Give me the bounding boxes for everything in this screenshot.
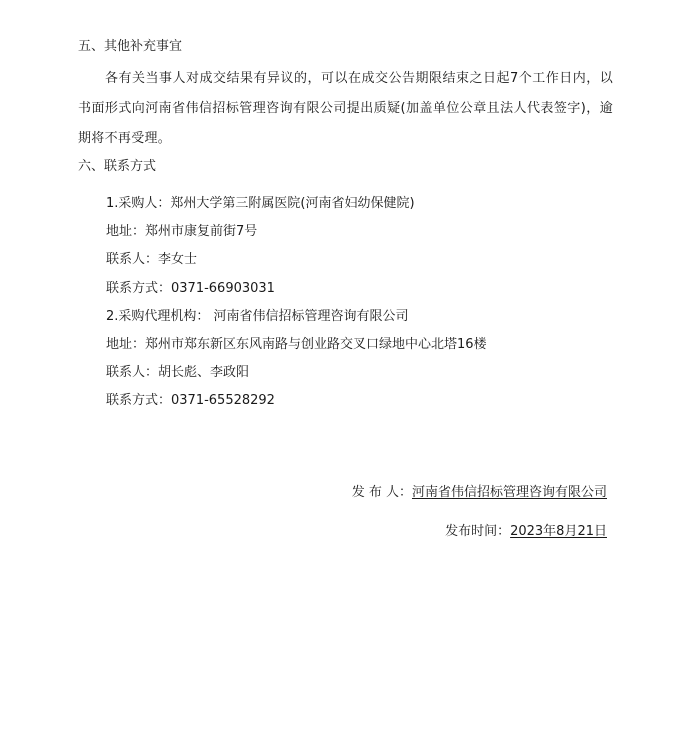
buyer-title: 1.采购人：郑州大学第三附属医院(河南省妇幼保健院) <box>106 196 415 211</box>
publish-date-label: 发布时间： <box>445 524 511 539</box>
publish-date-line <box>445 523 607 541</box>
buyer-phone: 联系方式：0371-66903031 <box>106 281 275 296</box>
section-5-paragraph: 各有关当事人对成交结果有异议的，可以在成交公告期限结束之日起7个工作日内，以书面形式向河南省伟信招标管理咨询有限公司提出质疑(加盖单位公章且法人代表签字)，逾期将不再受理。 <box>78 71 613 146</box>
agency-address: 地址：郑州市郑东新区东风南路与创业路交叉口绿地中心北塔16楼 <box>106 337 487 352</box>
agency-phone: 联系方式：0371-65528292 <box>106 393 275 408</box>
publisher-name: 河南省伟信招标管理咨询有限公司 <box>411 485 607 500</box>
publisher-line <box>352 484 607 502</box>
publish-date-value: 2023年8月21日 <box>510 524 607 539</box>
agency-title: 2.采购代理机构： 河南省伟信招标管理咨询有限公司 <box>106 309 409 324</box>
publisher-label: 发 布 人： <box>351 485 412 500</box>
section-5-heading: 五、其他补充事宜 <box>78 39 183 54</box>
section-6-heading: 六、联系方式 <box>78 159 157 174</box>
buyer-contact: 联系人：李女士 <box>106 252 198 267</box>
agency-contact: 联系人：胡长彪、李政阳 <box>106 365 250 380</box>
buyer-address: 地址：郑州市康复前街7号 <box>106 224 258 239</box>
